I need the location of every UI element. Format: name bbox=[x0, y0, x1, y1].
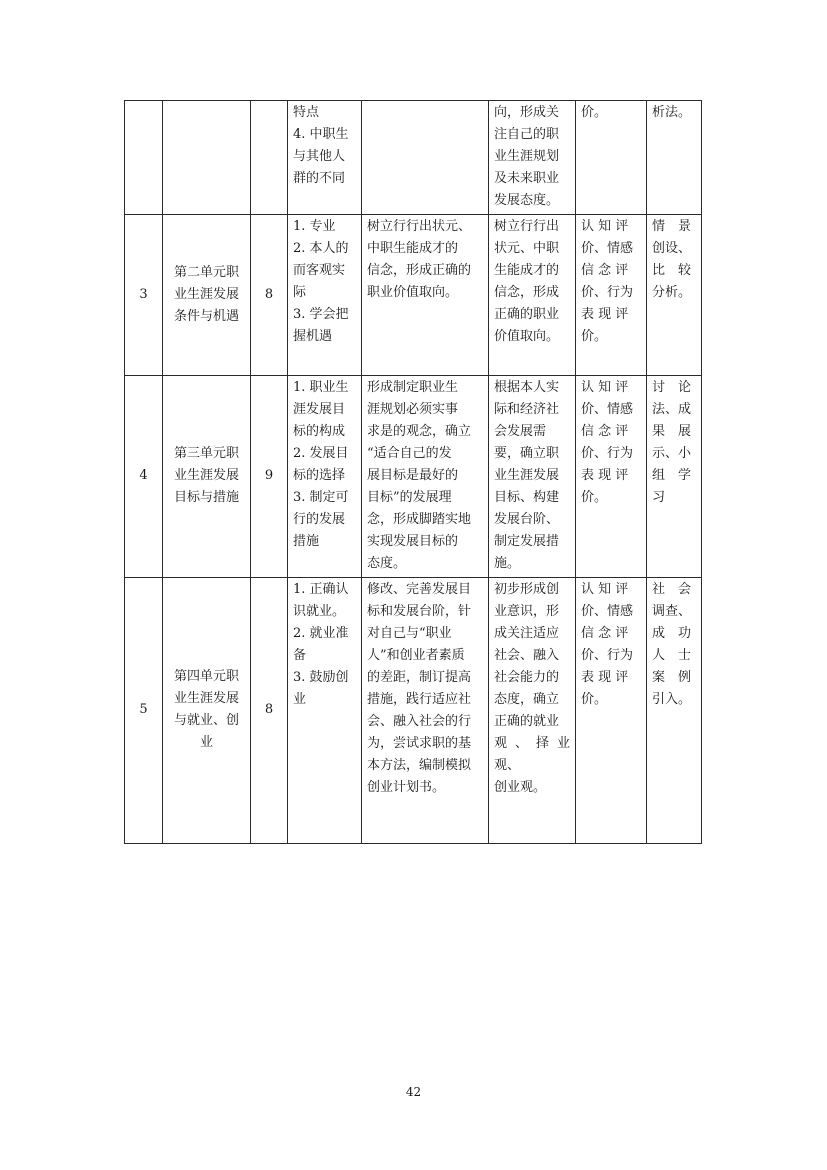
cell-line: 施。 bbox=[494, 556, 521, 571]
cell-line: 正确的就业 bbox=[494, 714, 560, 729]
teaching-content-cell bbox=[288, 376, 362, 578]
cell-line: 职业价值取向。 bbox=[367, 285, 459, 300]
cell-line: 认 知 评 bbox=[581, 219, 629, 234]
cell-line: 表 现 评 bbox=[581, 670, 629, 685]
cell-line: 注自己的职 bbox=[494, 127, 560, 142]
cell-line: 标的构成 bbox=[293, 424, 346, 439]
ability-goal-cell bbox=[489, 101, 576, 215]
teaching-content-cell bbox=[288, 101, 362, 215]
quality-goal-cell bbox=[362, 215, 489, 376]
table-row bbox=[125, 101, 702, 215]
cell-line: 涯规划必须实事 bbox=[367, 402, 459, 417]
cell-line: 价。 bbox=[581, 692, 608, 707]
quality-goal-cell bbox=[362, 101, 489, 215]
cell-line: 要，确立职 bbox=[494, 446, 560, 461]
cell-line: 措施 bbox=[293, 534, 320, 549]
cell-line: 目标”的发展理 bbox=[367, 490, 452, 505]
cell-line: 念，形成脚踏实地 bbox=[367, 512, 472, 527]
cell-line: 析法。 bbox=[652, 105, 692, 120]
cell-line: 人”和创业者素质 bbox=[367, 648, 465, 663]
cell-line: 及未来职业 bbox=[494, 171, 560, 186]
cell-line: 发展台阶、 bbox=[494, 512, 560, 527]
cell-line: 价、情感 bbox=[581, 241, 634, 256]
cell-line: 会、融入社会的行 bbox=[367, 714, 472, 729]
cell-line: 创业观。 bbox=[494, 780, 547, 795]
cell-line: 引入。 bbox=[652, 692, 692, 707]
cell-line: 价值取向。 bbox=[494, 329, 560, 344]
cell-line: 识就业。 bbox=[293, 604, 346, 619]
table-row bbox=[125, 578, 702, 844]
cell-line: 价、行为 bbox=[581, 285, 634, 300]
teaching-method-cell bbox=[647, 376, 702, 578]
evaluation-cell bbox=[576, 376, 647, 578]
teaching-method-cell bbox=[647, 101, 702, 215]
cell-line: 比 较 bbox=[652, 263, 692, 278]
curriculum-table bbox=[124, 100, 702, 844]
cell-line: 1. 正确认 bbox=[293, 582, 349, 597]
cell-line: 中职生能成才的 bbox=[367, 241, 459, 256]
cell-line: 业意识，形 bbox=[494, 604, 560, 619]
cell-line: 正确的职业 bbox=[494, 307, 560, 322]
cell-line: 会发展需 bbox=[494, 424, 547, 439]
cell-line: 标的选择 bbox=[293, 468, 346, 483]
quality-goal-cell bbox=[362, 578, 489, 844]
cell-line: 案 例 bbox=[652, 670, 692, 685]
cell-line: 信 念 评 bbox=[581, 626, 629, 641]
cell-line: 价。 bbox=[581, 105, 608, 120]
cell-line: 讨 论 bbox=[652, 380, 692, 395]
cell-line: 情 景 bbox=[652, 219, 692, 234]
cell-line: 展目标是最好的 bbox=[367, 468, 459, 483]
ability-goal-cell bbox=[489, 215, 576, 376]
evaluation-cell bbox=[576, 101, 647, 215]
table-body bbox=[125, 101, 702, 844]
cell-line: 4. 中职生 bbox=[293, 127, 349, 142]
cell-line: 对自己与“职业 bbox=[367, 626, 452, 641]
cell-line: 分析。 bbox=[652, 285, 692, 300]
cell-line: 态度。 bbox=[367, 556, 407, 571]
cell-line: 际和经济社 bbox=[494, 402, 560, 417]
cell-line: 信 念 评 bbox=[581, 424, 629, 439]
cell-line: 调查、 bbox=[652, 604, 692, 619]
unit-title-cell: 第二单元职业生涯发展条件与机遇 bbox=[163, 215, 251, 376]
quality-goal-cell bbox=[362, 376, 489, 578]
cell-line: 社会能力的 bbox=[494, 670, 560, 685]
cell-line: 2. 本人的 bbox=[293, 241, 349, 256]
cell-line: 求是的观念，确立 bbox=[367, 424, 472, 439]
cell-line: 信 念 评 bbox=[581, 263, 629, 278]
ability-goal-cell bbox=[489, 578, 576, 844]
cell-line: 群的不同 bbox=[293, 171, 346, 186]
cell-line: 形成制定职业生 bbox=[367, 380, 459, 395]
evaluation-cell bbox=[576, 215, 647, 376]
unit-number-cell: 3 bbox=[125, 215, 163, 376]
unit-number-cell: 5 bbox=[125, 578, 163, 844]
teaching-content-cell bbox=[288, 215, 362, 376]
teaching-content-cell bbox=[288, 578, 362, 844]
table-row bbox=[125, 376, 702, 578]
cell-line: 的差距，制订提高 bbox=[367, 670, 472, 685]
cell-line: 价、情感 bbox=[581, 402, 634, 417]
cell-line: 3. 制定可 bbox=[293, 490, 349, 505]
cell-line: 为，尝试求职的基 bbox=[367, 736, 472, 751]
hours-cell bbox=[251, 101, 288, 215]
cell-line: 2. 就业准 bbox=[293, 626, 349, 641]
teaching-method-cell bbox=[647, 578, 702, 844]
cell-line: 价。 bbox=[581, 329, 608, 344]
cell-line: 涯发展目 bbox=[293, 402, 346, 417]
cell-line: 状元、中职 bbox=[494, 241, 560, 256]
cell-line: 标和发展台阶，针 bbox=[367, 604, 472, 619]
cell-line: 3. 鼓励创 bbox=[293, 670, 349, 685]
cell-line: 社会、融入 bbox=[494, 648, 560, 663]
cell-line: 表 现 评 bbox=[581, 307, 629, 322]
teaching-method-cell bbox=[647, 215, 702, 376]
cell-line: 创设、 bbox=[652, 241, 692, 256]
cell-line: 备 bbox=[293, 648, 307, 663]
cell-line: 人 士 bbox=[652, 648, 692, 663]
cell-line: 果 展 bbox=[652, 424, 692, 439]
cell-line: 发展态度。 bbox=[494, 193, 560, 208]
cell-line: 价、行为 bbox=[581, 446, 634, 461]
cell-line: 信念，形成 bbox=[494, 285, 560, 300]
cell-line: 价、行为 bbox=[581, 648, 634, 663]
unit-title-cell: 第四单元职业生涯发展与就业、创业 bbox=[163, 578, 251, 844]
cell-line: 与其他人 bbox=[293, 149, 346, 164]
cell-line: 根据本人实 bbox=[494, 380, 560, 395]
cell-line: 际 bbox=[293, 285, 307, 300]
cell-line: 社 会 bbox=[652, 582, 692, 597]
cell-line: 树立行行出 bbox=[494, 219, 560, 234]
table-row bbox=[125, 215, 702, 376]
hours-cell: 9 bbox=[251, 376, 288, 578]
cell-line: 措施，践行适应社 bbox=[367, 692, 472, 707]
unit-title-cell bbox=[163, 101, 251, 215]
cell-line: 信念，形成正确的 bbox=[367, 263, 472, 278]
cell-line: 习 bbox=[652, 490, 666, 505]
cell-line: 认 知 评 bbox=[581, 582, 629, 597]
cell-line: 成关注适应 bbox=[494, 626, 560, 641]
cell-line: 业生涯发展 bbox=[494, 468, 560, 483]
cell-line: 而客观实 bbox=[293, 263, 346, 278]
cell-line: 握机遇 bbox=[293, 329, 333, 344]
unit-number-cell bbox=[125, 101, 163, 215]
unit-title-cell: 第三单元职业生涯发展目标与措施 bbox=[163, 376, 251, 578]
page-number: 42 bbox=[405, 1085, 422, 1099]
unit-number-cell: 4 bbox=[125, 376, 163, 578]
cell-line: 表 现 评 bbox=[581, 468, 629, 483]
cell-line: 生能成才的 bbox=[494, 263, 560, 278]
cell-line: 态度，确立 bbox=[494, 692, 560, 707]
cell-line: 业生涯规划 bbox=[494, 149, 560, 164]
cell-line: 示、小 bbox=[652, 446, 692, 461]
cell-line: 修改、完善发展目 bbox=[367, 582, 472, 597]
hours-cell: 8 bbox=[251, 215, 288, 376]
cell-line: 成 功 bbox=[652, 626, 692, 641]
ability-goal-cell bbox=[489, 376, 576, 578]
cell-line: 3. 学会把 bbox=[293, 307, 349, 322]
cell-line: 组 学 bbox=[652, 468, 692, 483]
cell-line: 业 bbox=[293, 692, 307, 707]
evaluation-cell bbox=[576, 578, 647, 844]
cell-line: 价、情感 bbox=[581, 604, 634, 619]
cell-line: 制定发展措 bbox=[494, 534, 560, 549]
cell-line: 向，形成关 bbox=[494, 105, 560, 120]
cell-line: “适合自己的发 bbox=[367, 446, 452, 461]
cell-line: 行的发展 bbox=[293, 512, 346, 527]
cell-line: 实现发展目标的 bbox=[367, 534, 459, 549]
cell-line: 创业计划书。 bbox=[367, 780, 446, 795]
cell-line: 特点 bbox=[293, 105, 320, 120]
cell-line: 认 知 评 bbox=[581, 380, 629, 395]
cell-line: 1. 专业 bbox=[293, 219, 336, 234]
cell-line: 树立行行出状元、 bbox=[367, 219, 472, 234]
cell-line: 1. 职业生 bbox=[293, 380, 349, 395]
cell-line: 观、择业观、 bbox=[494, 736, 570, 773]
cell-line: 法、成 bbox=[652, 402, 692, 417]
cell-line: 初步形成创 bbox=[494, 582, 560, 597]
cell-line: 2. 发展目 bbox=[293, 446, 349, 461]
hours-cell: 8 bbox=[251, 578, 288, 844]
cell-line: 本方法，编制模拟 bbox=[367, 758, 472, 773]
cell-line: 价。 bbox=[581, 490, 608, 505]
cell-line: 目标、构建 bbox=[494, 490, 560, 505]
